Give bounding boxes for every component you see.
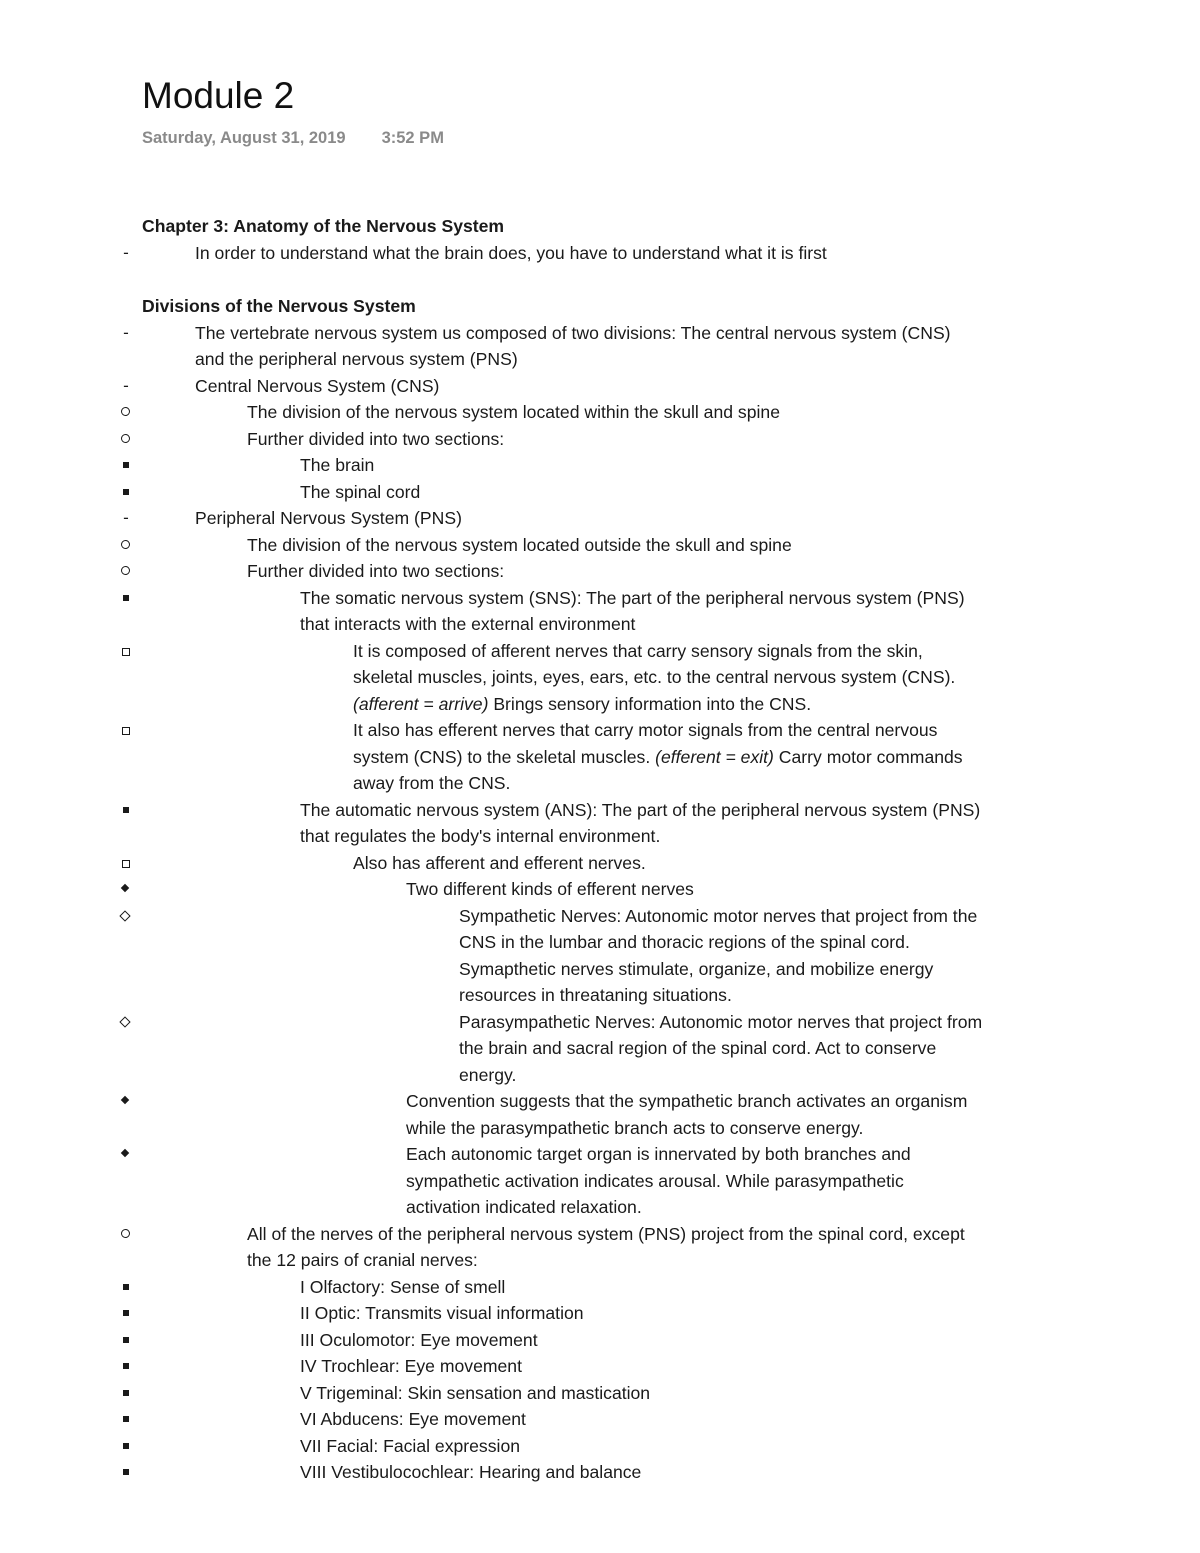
line-text: IV Trochlear: Eye movement	[300, 1356, 522, 1376]
section-heading	[142, 293, 1102, 320]
note-line	[142, 1088, 1102, 1115]
note-line	[142, 1433, 1102, 1460]
diamond-bullet-icon	[121, 884, 129, 892]
line-text: The vertebrate nervous system us composed of two divisions: The central nervous system (CNS)	[195, 322, 951, 343]
square-bullet-icon	[123, 1390, 129, 1396]
note-line	[142, 585, 1102, 612]
dash-bullet-icon: -	[123, 508, 129, 527]
note-line	[123, 240, 1102, 267]
dash-bullet-icon: -	[123, 375, 129, 395]
note-line	[142, 346, 1102, 373]
note-line	[142, 399, 1102, 426]
page-meta	[142, 126, 444, 150]
line-text: V Trigeminal: Skin sensation and mastication	[300, 1382, 651, 1403]
note-line	[142, 664, 1102, 691]
line-text: The somatic nervous system (SNS): The part of the peripheral nervous system (PNS)	[300, 587, 965, 608]
note-line	[142, 611, 1102, 638]
square-bullet-icon	[123, 1284, 129, 1290]
line-text: CNS in the lumbar and thoracic regions of the spinal cord.	[459, 932, 910, 952]
italic-text: (efferent = exit)	[655, 746, 774, 767]
circle-bullet-icon	[121, 434, 130, 443]
outline-square-bullet-icon	[122, 648, 130, 656]
circle-bullet-icon	[121, 407, 130, 416]
line-text: Symapthetic nerves stimulate, organize, and mobilize energy	[459, 958, 934, 979]
note-line	[142, 982, 1102, 1009]
line-text: The division of the nervous system located within the skull and spine	[247, 402, 780, 422]
note-line	[142, 876, 1102, 903]
line-text: III Oculomotor: Eye movement	[300, 1329, 538, 1350]
line-text: Carry motor commands	[773, 746, 963, 767]
line-text: the 12 pairs of cranial nerves:	[247, 1250, 478, 1270]
note-line	[123, 320, 1102, 347]
note-line	[142, 532, 1102, 559]
dash-bullet-icon: -	[123, 242, 129, 262]
line-text: II Optic: Transmits visual information	[300, 1303, 584, 1323]
line-text: that interacts with the external environment	[300, 614, 636, 634]
line-text: Each autonomic target organ is innervated by both branches and	[406, 1144, 911, 1164]
note-line	[142, 1035, 1102, 1062]
italic-text: (afferent = arrive)	[353, 693, 489, 714]
note-line	[142, 850, 1102, 877]
note-line	[142, 558, 1102, 585]
line-text: The division of the nervous system located outside the skull and spine	[247, 534, 792, 555]
note-line	[142, 1115, 1102, 1142]
section-heading	[142, 213, 1102, 240]
note-body[interactable]	[123, 213, 1102, 1486]
line-text: Further divided into two sections:	[247, 561, 505, 581]
line-text: Peripheral Nervous System (PNS)	[195, 508, 462, 528]
note-line	[142, 1221, 1102, 1248]
circle-bullet-icon	[121, 540, 130, 549]
square-bullet-icon	[123, 1337, 129, 1343]
note-line	[142, 1168, 1102, 1195]
outline-diamond-bullet-icon	[119, 910, 130, 921]
line-text: In order to understand what the brain does, you have to understand what it is first	[195, 242, 827, 263]
square-bullet-icon	[123, 1469, 129, 1475]
note-line	[142, 956, 1102, 983]
line-text: away from the CNS.	[353, 773, 511, 793]
note-line	[142, 1274, 1102, 1301]
line-text: activation indicated relaxation.	[406, 1197, 642, 1217]
diamond-bullet-icon	[121, 1149, 129, 1157]
line-text: All of the nerves of the peripheral nervous system (PNS) project from the spinal cord, except	[247, 1223, 965, 1244]
square-bullet-icon	[123, 1310, 129, 1316]
line-text: sympathetic activation indicates arousal. While parasympathetic	[406, 1170, 904, 1191]
line-text: Convention suggests that the sympathetic branch activates an organism	[406, 1091, 968, 1111]
note-line	[142, 1062, 1102, 1089]
circle-bullet-icon	[121, 1229, 130, 1238]
note-line	[142, 717, 1102, 744]
line-text: Brings sensory information into the CNS.	[488, 693, 812, 714]
page-title: Module 2	[142, 75, 295, 116]
square-bullet-icon	[123, 1416, 129, 1422]
note-line	[142, 1194, 1102, 1221]
line-text: VII Facial: Facial expression	[300, 1435, 521, 1456]
line-text: The spinal cord	[300, 481, 421, 502]
line-text: Further divided into two sections:	[247, 428, 505, 449]
note-line	[142, 797, 1102, 824]
diamond-bullet-icon	[121, 1096, 129, 1104]
line-text: VIII Vestibulocochlear: Hearing and balance	[300, 1462, 642, 1482]
note-line	[142, 1300, 1102, 1327]
note-line	[142, 744, 1102, 771]
note-line	[142, 770, 1102, 797]
line-text: It also has efferent nerves that carry motor signals from the central nervous	[353, 720, 938, 740]
line-text: that regulates the body's internal environment.	[300, 826, 661, 846]
note-line	[142, 1247, 1102, 1274]
line-text: I Olfactory: Sense of smell	[300, 1276, 506, 1297]
page-time: 3:52 PM	[381, 129, 444, 147]
note-line	[142, 1327, 1102, 1354]
note-line	[142, 823, 1102, 850]
square-bullet-icon	[123, 489, 129, 495]
square-bullet-icon	[123, 1363, 129, 1369]
note-line	[142, 903, 1102, 930]
note-line	[142, 452, 1102, 479]
line-text: resources in threataning situations.	[459, 985, 732, 1005]
note-line	[142, 1406, 1102, 1433]
note-line	[123, 505, 1102, 532]
note-line	[142, 929, 1102, 956]
circle-bullet-icon	[121, 566, 130, 575]
square-bullet-icon	[123, 807, 129, 813]
line-text: skeletal muscles, joints, eyes, ears, etc. to the central nervous system (CNS).	[353, 667, 956, 687]
line-text: system (CNS) to the skeletal muscles.	[353, 746, 656, 767]
outline-square-bullet-icon	[122, 727, 130, 735]
note-line	[142, 1459, 1102, 1486]
line-text: while the parasympathetic branch acts to conserve energy.	[406, 1117, 864, 1138]
blank-line	[142, 266, 1102, 293]
line-text: Central Nervous System (CNS)	[195, 375, 440, 396]
line-text: The automatic nervous system (ANS): The part of the peripheral nervous system (PNS)	[300, 799, 981, 820]
line-text: and the peripheral nervous system (PNS)	[195, 349, 518, 369]
line-text: VI Abducens: Eye movement	[300, 1409, 526, 1429]
note-line	[142, 426, 1102, 453]
square-bullet-icon	[123, 1443, 129, 1449]
note-line	[142, 479, 1102, 506]
square-bullet-icon	[123, 462, 129, 468]
line-text: Divisions of the Nervous System	[142, 296, 416, 316]
note-line	[142, 1380, 1102, 1407]
line-text: energy.	[459, 1064, 517, 1085]
note-line	[123, 373, 1102, 400]
square-bullet-icon	[123, 595, 129, 601]
line-text: the brain and sacral region of the spinal cord. Act to conserve	[459, 1038, 937, 1058]
note-line	[142, 1141, 1102, 1168]
line-text: Sympathetic Nerves: Autonomic motor nerves that project from the	[459, 905, 978, 926]
line-text: Also has afferent and efferent nerves.	[353, 852, 646, 873]
page-date: Saturday, August 31, 2019	[142, 129, 346, 147]
line-text: Chapter 3: Anatomy of the Nervous System	[142, 216, 505, 236]
note-line	[142, 638, 1102, 665]
line-text: The brain	[300, 455, 375, 475]
line-text: Two different kinds of efferent nerves	[406, 879, 694, 899]
line-text: Parasympathetic Nerves: Autonomic motor nerves that project from	[459, 1011, 983, 1032]
outline-square-bullet-icon	[122, 860, 130, 868]
note-line	[142, 1009, 1102, 1036]
dash-bullet-icon: -	[123, 322, 129, 342]
note-line	[142, 1353, 1102, 1380]
outline-diamond-bullet-icon	[119, 1016, 130, 1027]
line-text: It is composed of afferent nerves that carry sensory signals from the skin,	[353, 640, 923, 661]
note-line	[142, 691, 1102, 718]
